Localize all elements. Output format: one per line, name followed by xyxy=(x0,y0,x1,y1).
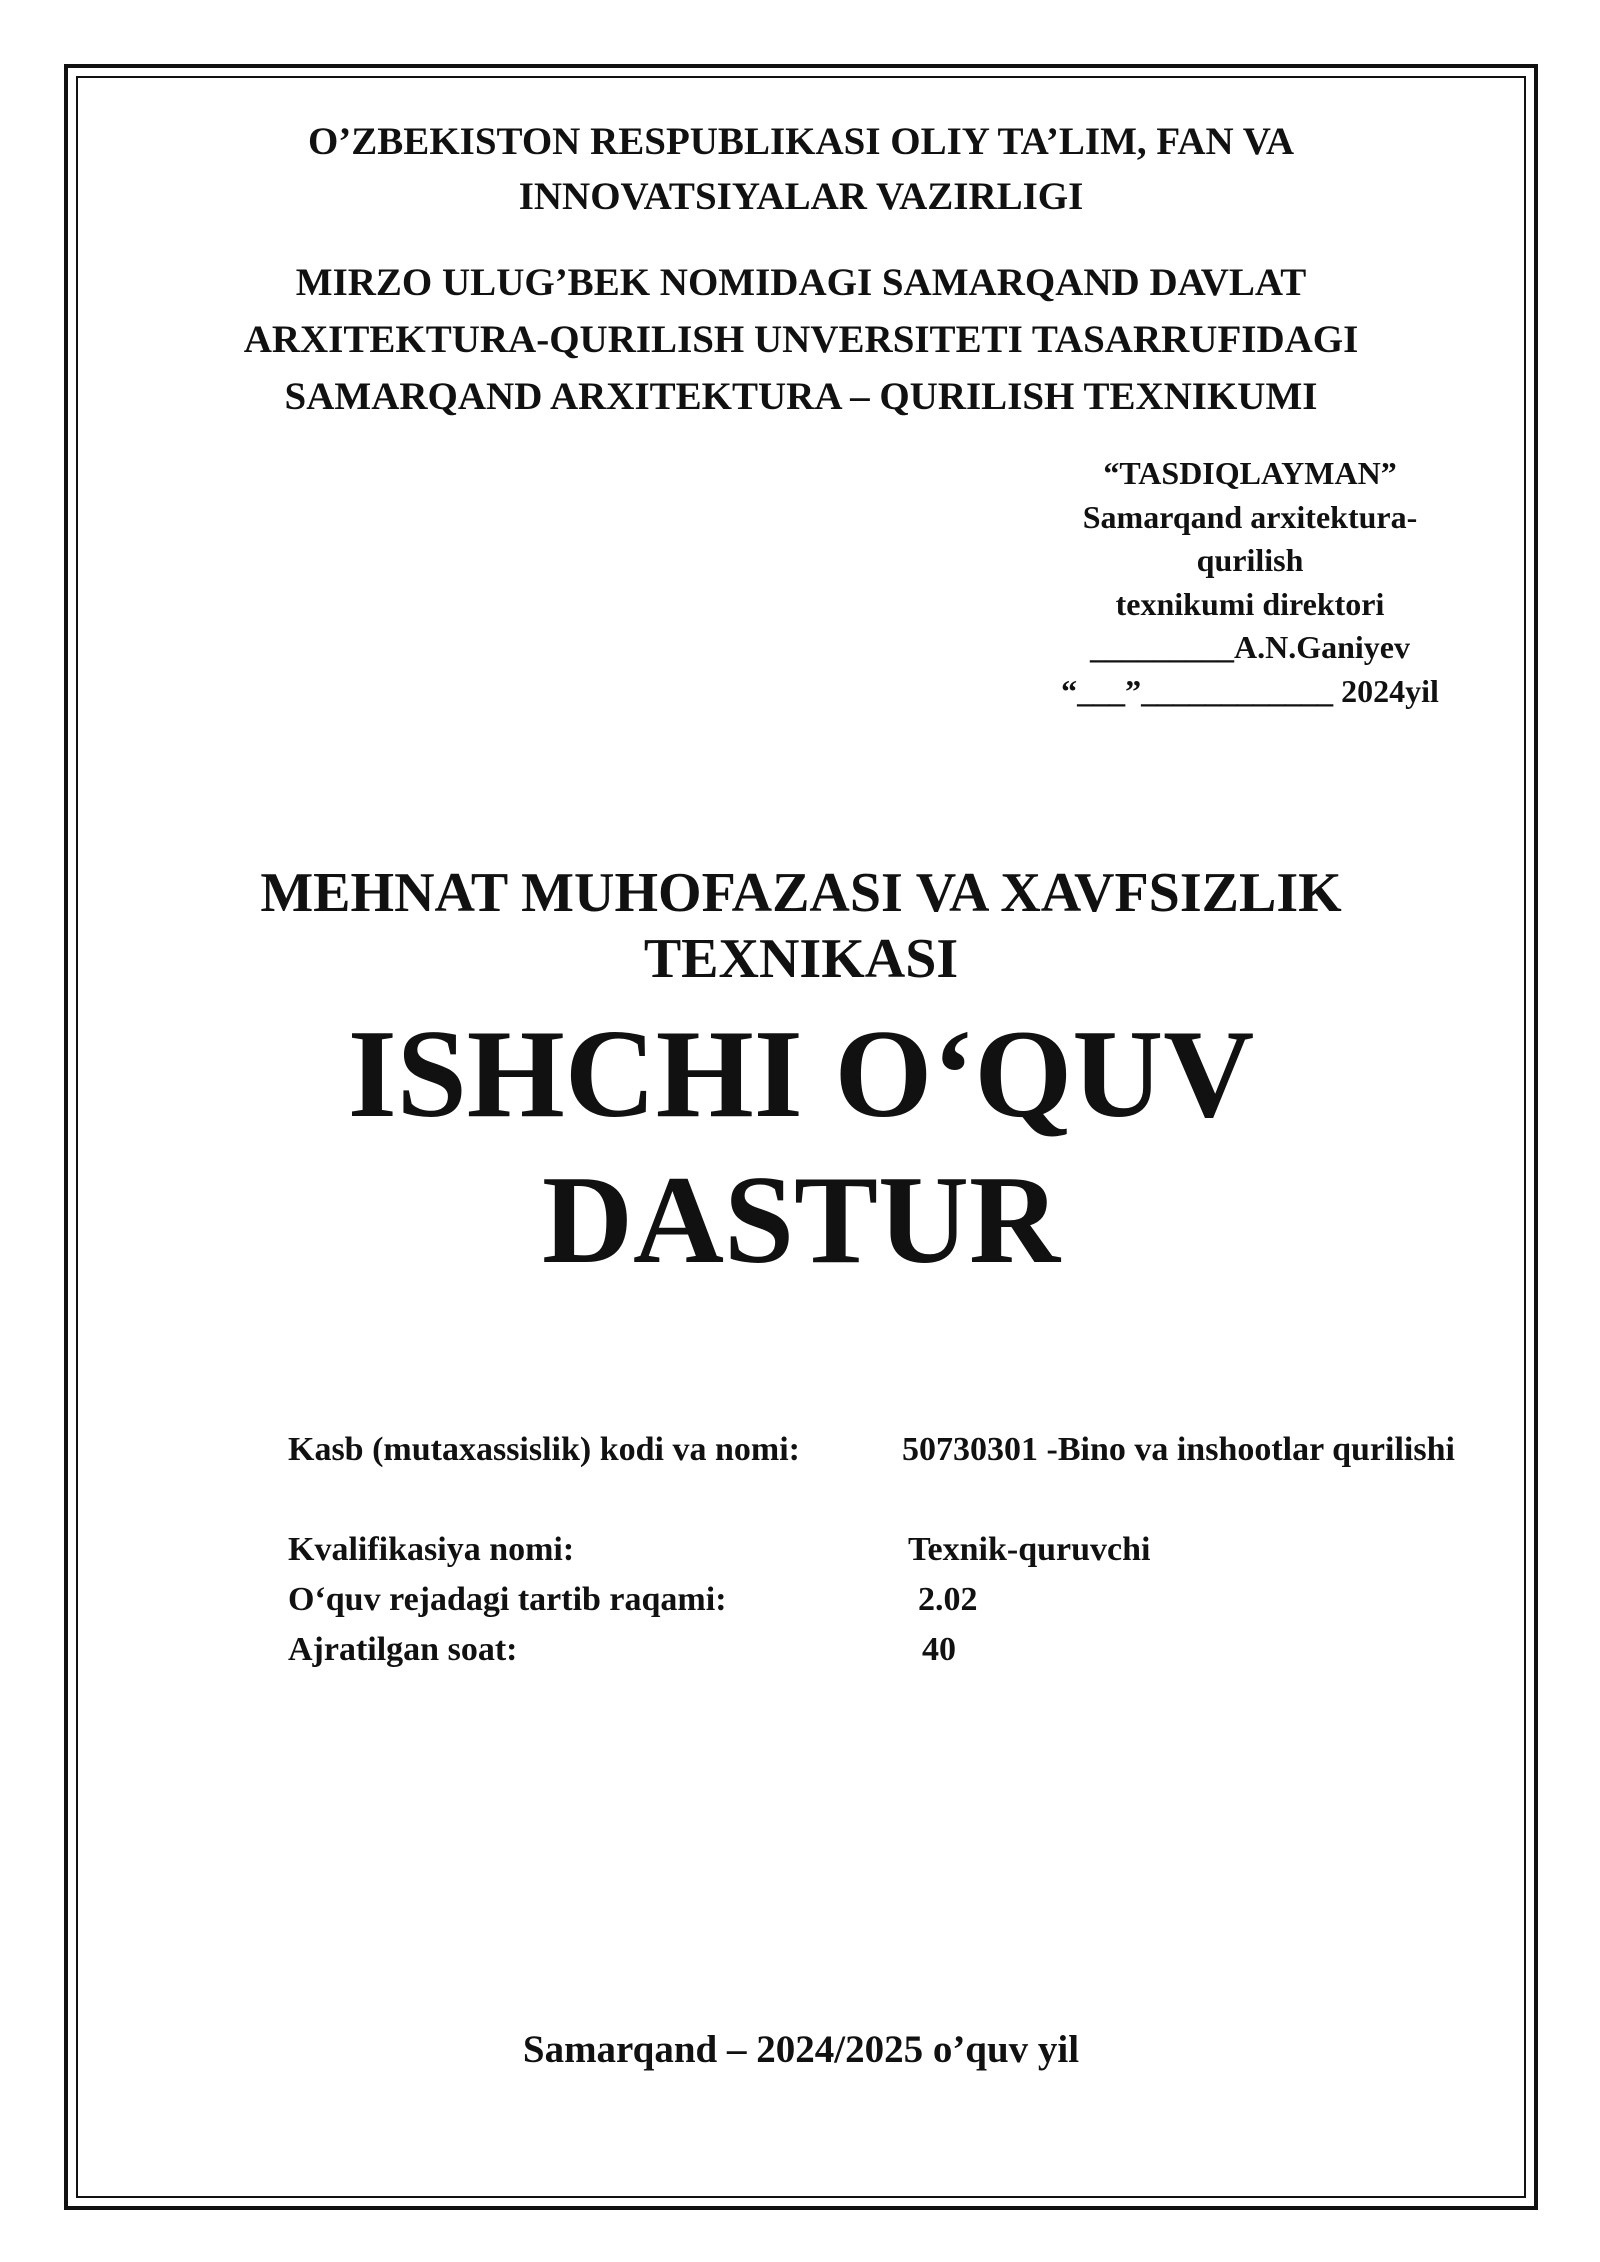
approval-title: “TASDIQLAYMAN” xyxy=(1103,455,1397,491)
university-line-3: SAMARQAND ARXITEKTURA – QURILISH TEXNIKUMI xyxy=(284,375,1318,418)
document-type-line-1: ISHCHI O‘QUV xyxy=(347,1005,1255,1144)
detail-label: Ajratilgan soat: xyxy=(288,1631,518,1668)
subject-line-2: TEXNIKASI xyxy=(643,928,959,990)
document-type-title xyxy=(76,1002,1526,1294)
footer-text: Samarqand – 2024/2025 o’quv yil xyxy=(522,2028,1080,2071)
detail-value: 50730301 -Bino va inshootlar qurilishi xyxy=(902,1431,1455,1468)
detail-value: 2.02 xyxy=(918,1581,978,1618)
detail-label: O‘quv rejadagi tartib raqami: xyxy=(288,1581,727,1618)
subject-title xyxy=(76,860,1526,992)
university-line-1: MIRZO ULUG’BEK NOMIDAGI SAMARQAND DAVLAT xyxy=(295,261,1307,304)
approval-signature: _________A.N.Ganiyev xyxy=(1090,629,1410,665)
approval-line-3: texnikumi direktori xyxy=(1115,585,1385,622)
ministry-line-2: INNOVATSIYALAR VAZIRLIGI xyxy=(518,175,1084,218)
document-type-line-2: DASTUR xyxy=(541,1151,1061,1290)
university-heading xyxy=(76,254,1526,425)
detail-value: 40 xyxy=(922,1631,956,1668)
detail-value: Texnik-quruvchi xyxy=(908,1531,1151,1568)
university-line-2: ARXITEKTURA-QURILISH UNVERSITETI TASARRUFIDAGI xyxy=(243,318,1359,361)
approval-line-1: Samarqand arxitektura- xyxy=(1082,498,1418,535)
approval-block xyxy=(1000,452,1500,713)
ministry-heading xyxy=(76,114,1526,224)
approval-date: “___”____________ 2024yil xyxy=(1061,672,1439,709)
detail-label: Kasb (mutaxassislik) kodi va nomi: xyxy=(288,1431,800,1468)
footer-place-year xyxy=(76,2022,1526,2077)
detail-label: Kvalifikasiya nomi: xyxy=(288,1531,575,1568)
approval-line-2: qurilish xyxy=(1196,542,1304,578)
ministry-line-1: O’ZBEKISTON RESPUBLIKASI OLIY TA’LIM, FAN VA xyxy=(307,120,1295,163)
subject-line-1: MEHNAT MUHOFAZASI VA XAVFSIZLIK xyxy=(260,862,1342,924)
